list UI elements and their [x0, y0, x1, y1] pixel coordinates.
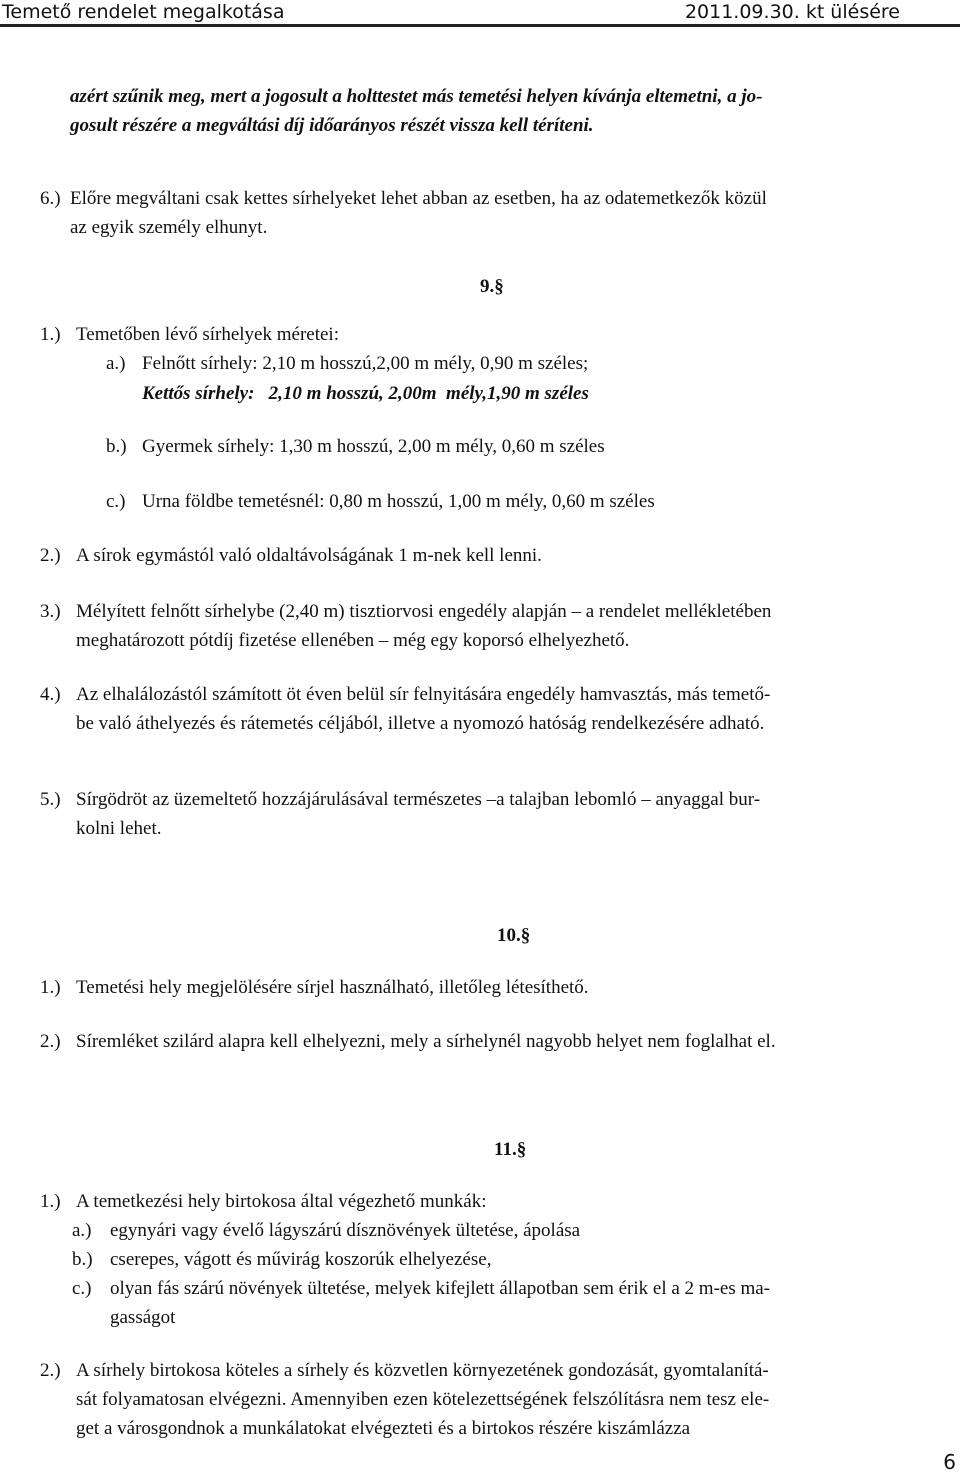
s9-c-text: Urna földbe temetésnél: 0,80 m hosszú, 1,00 m mély, 0,60 m széles	[142, 491, 655, 512]
s9-b-number: b.)	[106, 436, 127, 457]
s9-item2-number: 2.)	[40, 545, 61, 566]
item6-number: 6.)	[40, 188, 61, 209]
s9-item5-number: 5.)	[40, 789, 61, 810]
s9-a-double-grave: Kettős sírhely: 2,10 m hosszú, 2,00m mély,1,90 m széles	[142, 383, 589, 404]
s11-c-line-1: olyan fás szárú növények ültetése, melyek kifejlett állapotban sem érik el a 2 m-es ma-	[110, 1278, 771, 1299]
s9-a-text: Felnőtt sírhely: 2,10 m hosszú,2,00 m mély, 0,90 m széles;	[142, 353, 589, 374]
s9-b-text: Gyermek sírhely: 1,30 m hosszú, 2,00 m mély, 0,60 m széles	[142, 436, 605, 457]
item6-line-1: Előre megváltani csak kettes sírhelyeket lehet abban az esetben, ha az odatemetkezők közül	[70, 188, 767, 209]
s9-item3-line-1: Mélyített felnőtt sírhelybe (2,40 m) tisztiorvosi engedély alapján – a rendelet mellékletében	[76, 601, 772, 622]
s9-item1-text: Temetőben lévő sírhelyek méretei:	[76, 324, 339, 345]
s11-item1-number: 1.)	[40, 1191, 61, 1212]
s9-item2-text: A sírok egymástól való oldaltávolságának 1 m-nek kell lenni.	[76, 545, 542, 566]
s9-c-number: c.)	[106, 491, 126, 512]
s9-a-number: a.)	[106, 353, 126, 374]
page-header	[0, 0, 960, 26]
intro-line-1: azért szűnik meg, mert a jogosult a holttestet más temetési helyen kívánja eltemetni, a jo-	[70, 86, 763, 107]
s11-b-text: cserepes, vágott és művirág koszorúk elhelyezése,	[110, 1249, 492, 1270]
s9-item1-number: 1.)	[40, 324, 61, 345]
section-11-title: 11.§	[494, 1139, 527, 1160]
intro-line-2: gosult részére a megváltási díj időarányos részét vissza kell téríteni.	[70, 115, 594, 136]
page-number: 6	[943, 1450, 956, 1474]
s11-item2-line-1: A sírhely birtokosa köteles a sírhely és közvetlen környezetének gondozását, gyomtalanítá-	[76, 1360, 769, 1381]
s9-item4-number: 4.)	[40, 684, 61, 705]
s11-c-line-2: gasságot	[110, 1307, 176, 1328]
s9-item4-line-2: be való áthelyezés és rátemetés céljából, illetve a nyomozó hatóság rendelkezésére adható.	[76, 713, 765, 734]
s10-item1-text: Temetési hely megjelölésére sírjel használható, illetőleg létesíthető.	[76, 977, 589, 998]
s9-item4-line-1: Az elhalálozástól számított öt éven belül sír felnyitására engedély hamvasztás, más temető-	[76, 684, 771, 705]
s9-item5-line-2: kolni lehet.	[76, 818, 162, 839]
s10-item1-number: 1.)	[40, 977, 61, 998]
s9-item3-line-2: meghatározott pótdíj fizetése ellenében – még egy koporsó elhelyezhető.	[76, 630, 630, 651]
s11-c-number: c.)	[72, 1278, 92, 1299]
s11-item2-line-3: get a városgondnok a munkálatokat elvégezteti és a birtokos részére kiszámlázza	[76, 1418, 691, 1439]
header-title: Temető rendelet megalkotása	[2, 1, 285, 23]
section-9-title: 9.§	[480, 276, 504, 297]
s10-item2-number: 2.)	[40, 1031, 61, 1052]
section-10-title: 10.§	[497, 925, 531, 946]
s11-item1-text: A temetkezési hely birtokosa által végezhető munkák:	[76, 1191, 487, 1212]
s11-b-number: b.)	[72, 1249, 93, 1270]
header-rule	[0, 24, 960, 27]
header-date: 2011.09.30. kt ülésére	[684, 1, 900, 23]
s11-a-text: egynyári vagy évelő lágyszárú dísznövények ültetése, ápolása	[110, 1220, 581, 1241]
s9-item5-line-1: Sírgödröt az üzemeltető hozzájárulásával természetes –a talajban lebomló – anyaggal bur-	[76, 789, 761, 810]
s11-item2-line-2: sát folyamatosan elvégezni. Amennyiben ezen kötelezettségének felszólításra nem tesz ele-	[76, 1389, 770, 1410]
s9-item3-number: 3.)	[40, 601, 61, 622]
s11-item2-number: 2.)	[40, 1360, 61, 1381]
item6-line-2: az egyik személy elhunyt.	[70, 217, 268, 238]
s10-item2-text: Síremléket szilárd alapra kell elhelyezni, mely a sírhelynél nagyobb helyet nem foglalhat el.	[76, 1031, 776, 1052]
s11-a-number: a.)	[72, 1220, 92, 1241]
